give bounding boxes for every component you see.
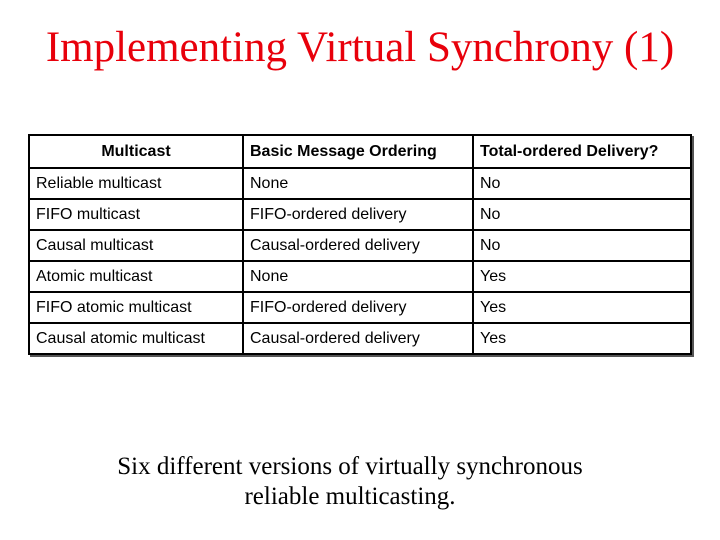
table-row xyxy=(29,168,691,199)
cell-ordering: Causal-ordered delivery xyxy=(243,323,473,354)
cell-ordering: FIFO-ordered delivery xyxy=(243,292,473,323)
table-row xyxy=(29,323,691,354)
header-total-ordered-delivery: Total-ordered Delivery? xyxy=(473,135,691,168)
cell-total-ordered: No xyxy=(473,168,691,199)
table-row xyxy=(29,230,691,261)
caption-line-2: reliable multicasting. xyxy=(244,483,456,510)
multicast-table xyxy=(28,134,692,355)
cell-multicast: FIFO atomic multicast xyxy=(29,292,243,323)
table-row xyxy=(29,261,691,292)
cell-multicast: Causal multicast xyxy=(29,230,243,261)
cell-ordering: Causal-ordered delivery xyxy=(243,230,473,261)
cell-total-ordered: No xyxy=(473,230,691,261)
slide-title: Implementing Virtual Synchrony (1) xyxy=(45,24,675,71)
table-row xyxy=(29,199,691,230)
cell-ordering: FIFO-ordered delivery xyxy=(243,199,473,230)
cell-multicast: Causal atomic multicast xyxy=(29,323,243,354)
cell-ordering: None xyxy=(243,261,473,292)
table-header-row xyxy=(29,135,691,168)
slide-caption xyxy=(40,452,660,512)
header-multicast: Multicast xyxy=(29,135,243,168)
cell-multicast: Reliable multicast xyxy=(29,168,243,199)
cell-total-ordered: Yes xyxy=(473,323,691,354)
header-basic-message-ordering: Basic Message Ordering xyxy=(243,135,473,168)
caption-line-1: Six different versions of virtually synchronous xyxy=(117,453,583,480)
table-row xyxy=(29,292,691,323)
cell-multicast: Atomic multicast xyxy=(29,261,243,292)
cell-total-ordered: Yes xyxy=(473,261,691,292)
multicast-table-container xyxy=(28,134,692,381)
cell-total-ordered: Yes xyxy=(473,292,691,323)
cell-multicast: FIFO multicast xyxy=(29,199,243,230)
cell-ordering: None xyxy=(243,168,473,199)
cell-total-ordered: No xyxy=(473,199,691,230)
